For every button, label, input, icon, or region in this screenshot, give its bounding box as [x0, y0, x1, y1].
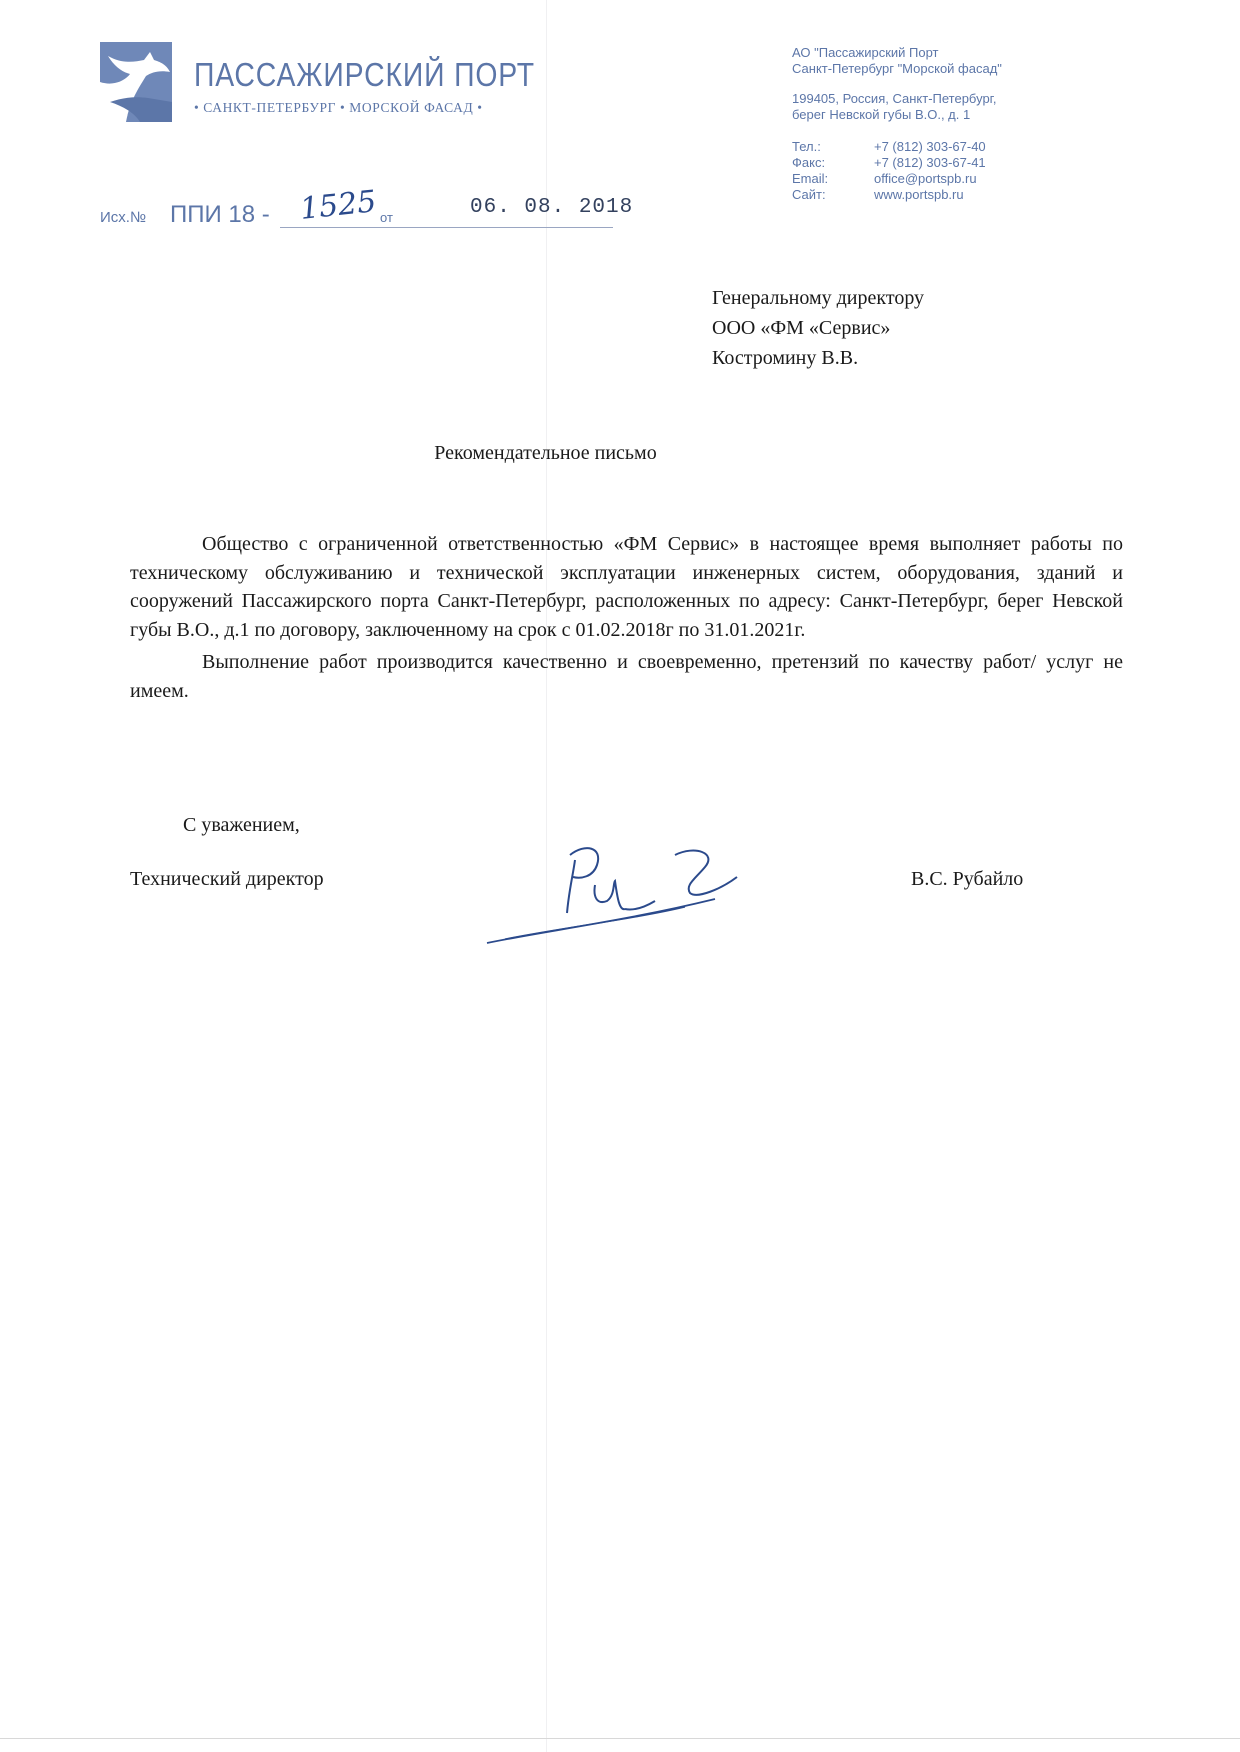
contact-phone [792, 139, 1092, 155]
addressee-line2: ООО «ФМ «Сервис» [712, 317, 891, 339]
outgoing-number-line [100, 184, 634, 236]
contact-email [792, 171, 1092, 187]
letter-body [130, 530, 1123, 705]
body-paragraph: Общество с ограниченной ответственностью «ФМ Сервис» в настоящее время выполняет работы по техническому обслуживанию и технической эксплуатации инженерных систем, оборудования, зданий и сооружений Пассажирского порта Санкт-Петербург, расположенных по адресу: Санкт-Петербург, берег Невской губы В.О., д.1 по договору, заключенному на срок с 01.02.2018г по 31.01.2021г. [130, 533, 1123, 641]
company-contacts [792, 45, 1092, 203]
contact-label: Факс: [792, 155, 826, 170]
contact-value: +7 (812) 303-67-41 [874, 155, 986, 170]
logo-subtitle: • САНКТ-ПЕТЕРБУРГ • МОРСКОЙ ФАСАД • [194, 100, 483, 115]
contact-label: Сайт: [792, 187, 826, 202]
outgoing-from-label: от [380, 210, 393, 225]
letter-title: Рекомендательное письмо [434, 442, 657, 464]
signer-position: Технический директор [130, 868, 324, 890]
addressee-line3: Костромину В.В. [712, 347, 859, 369]
company-name-line1: АО "Пассажирский Порт [792, 45, 939, 60]
company-name-line2: Санкт-Петербург "Морской фасад" [792, 61, 1002, 76]
closing-phrase: С уважением, [183, 814, 300, 836]
company-address-line2: берег Невской губы В.О., д. 1 [792, 107, 971, 122]
outgoing-code: ППИ 18 - [170, 201, 270, 228]
contact-label: Тел.: [792, 139, 821, 154]
contact-value: www.portspb.ru [874, 187, 964, 202]
outgoing-underline [280, 227, 613, 228]
contact-value: office@portspb.ru [874, 171, 977, 186]
contact-fax [792, 155, 1092, 171]
handwritten-signature [485, 835, 785, 947]
ship-logo-icon [100, 42, 172, 122]
contact-website [792, 187, 1092, 203]
signer-name: В.С. Рубайло [911, 868, 1024, 890]
outgoing-handwritten-number: 1525 [298, 184, 378, 227]
outgoing-prefix: Исх.№ [100, 209, 147, 226]
company-address-line1: 199405, Россия, Санкт-Петербург, [792, 91, 997, 106]
page-bottom-edge [0, 1738, 1240, 1739]
outgoing-date: 06. 08. 2018 [470, 196, 634, 219]
contact-label: Email: [792, 171, 829, 186]
addressee-block [712, 283, 924, 373]
contact-value: +7 (812) 303-67-40 [874, 139, 986, 154]
company-logo [100, 42, 536, 122]
contact-list [792, 139, 1092, 203]
body-paragraph: Выполнение работ производится качественно и своевременно, претензий по качеству работ/ услуг не имеем. [130, 651, 1123, 702]
addressee-line1: Генеральному директору [712, 287, 925, 309]
logo-title: ПАССАЖИРСКИЙ ПОРТ [194, 56, 536, 93]
